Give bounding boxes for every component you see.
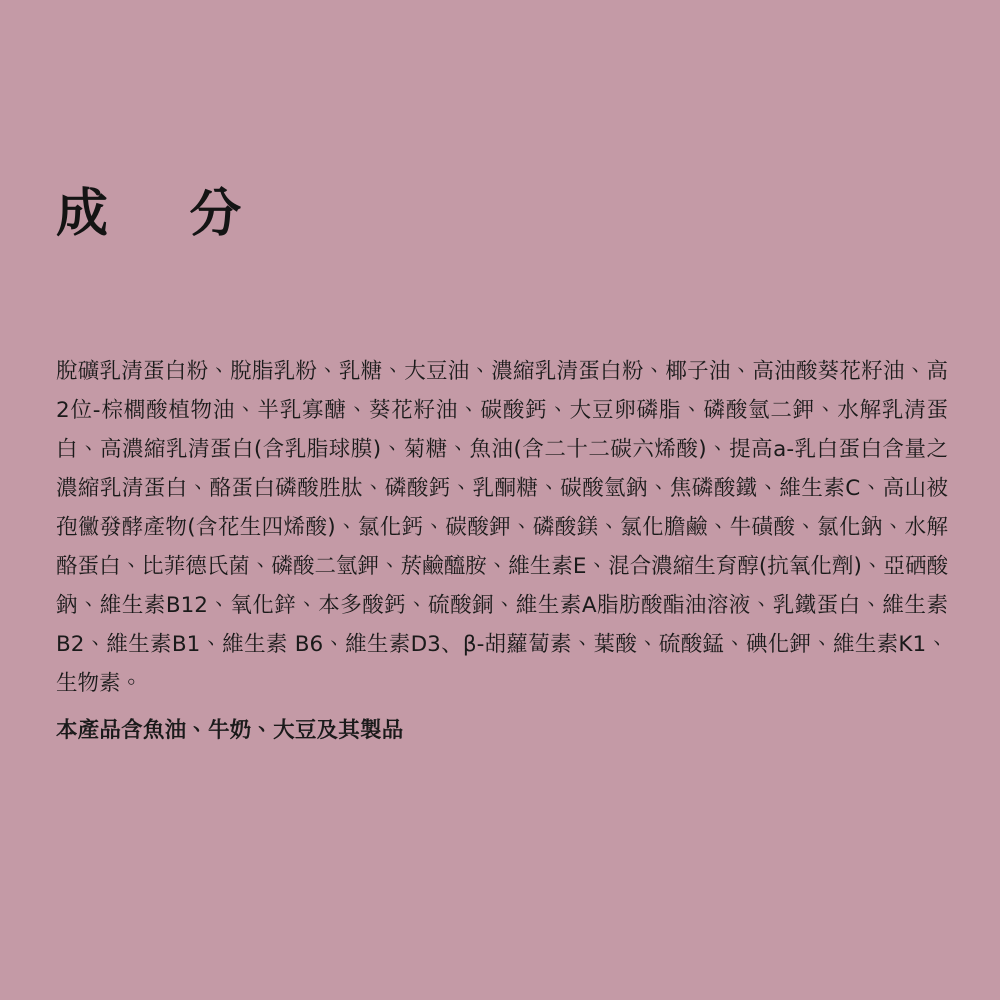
ingredients-section [56,352,948,772]
ingredients-list-text: 脫礦乳清蛋白粉、脫脂乳粉、乳糖、大豆油、濃縮乳清蛋白粉、椰子油、高油酸葵花籽油、高2位-棕櫚酸植物油、半乳寡醣、葵花籽油、碳酸鈣、大豆卵磷脂、磷酸氫二鉀、水解乳清蛋白、高濃縮乳清蛋白(含乳脂球膜)、菊糖、魚油(含二十二碳六烯酸)、提高a-乳白蛋白含量之濃縮乳清蛋白、酪蛋白磷酸胜肽、磷酸鈣、乳酮糖、碳酸氫鈉、焦磷酸鐵、維生素C、高山被孢黴發酵產物(含花生四烯酸)、氯化鈣、碳酸鉀、磷酸鎂、氯化膽鹼、牛磺酸、氯化鈉、水解酪蛋白、比菲德氏菌、磷酸二氫鉀、菸鹼醯胺、維生素E、混合濃縮生育醇(抗氧化劑)、亞硒酸鈉、維生素B12、氧化鋅、本多酸鈣、硫酸銅、維生素A脂肪酸酯油溶液、乳鐵蛋白、維生素B2、維生素B1、維生素 B6、維生素D3、β-胡蘿蔔素、葉酸、硫酸錳、碘化鉀、維生素K1、生物素。 [56,359,948,696]
allergen-notice-text: 本產品含魚油、牛奶、大豆及其製品 [56,718,404,743]
page-title: 成 分 [56,184,256,244]
